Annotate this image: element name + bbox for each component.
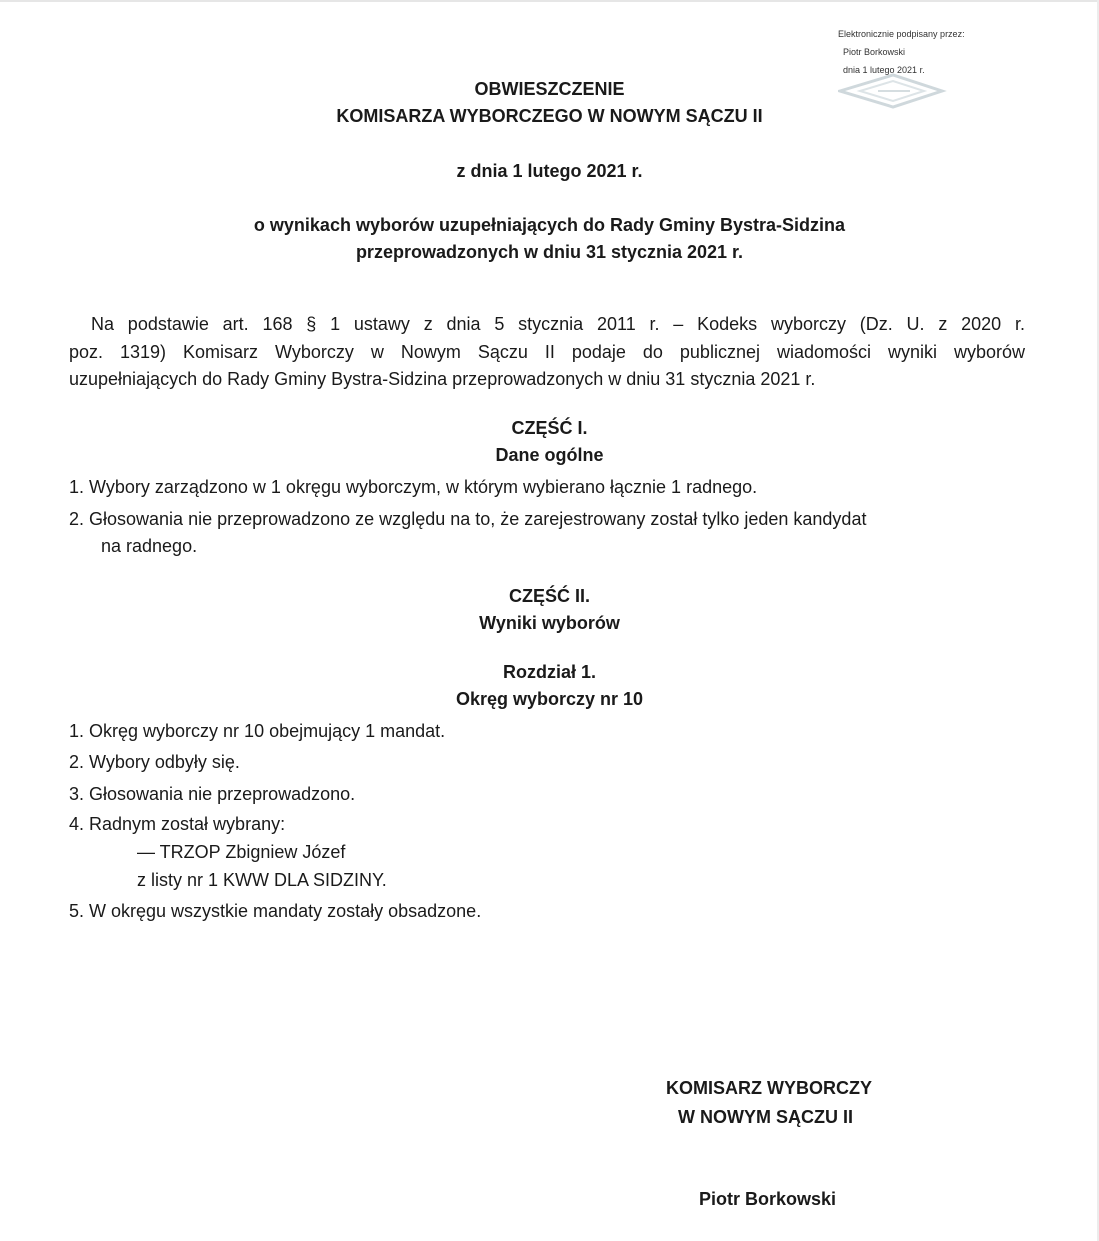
part1-heading: CZĘŚĆ I. [511, 418, 588, 438]
document-date: z dnia 1 lutego 2021 r. [456, 161, 643, 181]
part2-item-4: 4. Radnym został wybrany: [69, 814, 286, 834]
intro-line-1: Na podstawie art. 168 § 1 ustawy z dnia 5 stycznia 2011 r. – Kodeks wyborczy (Dz. U. z 2020 r. [91, 314, 1025, 334]
part2-heading: CZĘŚĆ II. [508, 586, 590, 606]
part1-item-1: 1. Wybory zarządzono w 1 okręgu wyborczym, w którym wybierano łącznie 1 radnego. [69, 477, 758, 497]
document-title: OBWIESZCZENIE [474, 79, 625, 99]
document-subject-line-1: o wynikach wyborów uzupełniających do Rady Gminy Bystra-Sidzina [253, 215, 846, 235]
intro-line-2: poz. 1319) Komisarz Wyborczy w Nowym Sączu II podaje do publicznej wiadomości wyniki wyborów [69, 342, 1025, 362]
document-issuer: KOMISARZA WYBORCZEGO W NOWYM SĄCZU II [336, 106, 763, 126]
part1-item-2: 2. Głosowania nie przeprowadzono ze względu na to, że zarejestrowany został tylko jeden kandydat [69, 509, 867, 529]
part1-subheading: Dane ogólne [495, 445, 604, 465]
signature-line-1: Elektronicznie podpisany przez: [838, 29, 965, 39]
footer-office-line-1: KOMISARZ WYBORCZY [666, 1078, 872, 1098]
elected-candidate-list: z listy nr 1 KWW DLA SIDZINY. [137, 870, 387, 890]
part2-subheading: Wyniki wyborów [479, 613, 620, 633]
signature-date: dnia 1 lutego 2021 r. [843, 65, 925, 75]
page-edge-top [0, 0, 1099, 2]
chapter-heading: Rozdział 1. [502, 662, 596, 682]
part2-item-1: 1. Okręg wyborczy nr 10 obejmujący 1 mandat. [69, 721, 446, 741]
district-heading: Okręg wyborczy nr 10 [455, 689, 644, 709]
signature-signer: Piotr Borkowski [843, 47, 906, 57]
part2-item-2: 2. Wybory odbyły się. [69, 752, 240, 772]
part1-item-2-continuation: na radnego. [101, 536, 198, 556]
intro-line-3: uzupełniających do Rady Gminy Bystra-Sidzina przeprowadzonych w dniu 31 stycznia 2021 r. [69, 369, 816, 389]
part2-item-5: 5. W okręgu wszystkie mandaty zostały obsadzone. [69, 901, 482, 921]
footer-office-line-2: W NOWYM SĄCZU II [678, 1107, 853, 1127]
elected-candidate-name: — TRZOP Zbigniew Józef [137, 842, 346, 862]
part2-item-3: 3. Głosowania nie przeprowadzono. [69, 784, 356, 804]
footer-signatory-name: Piotr Borkowski [699, 1189, 837, 1209]
document-subject-line-2: przeprowadzonych w dniu 31 stycznia 2021 r. [355, 242, 744, 262]
